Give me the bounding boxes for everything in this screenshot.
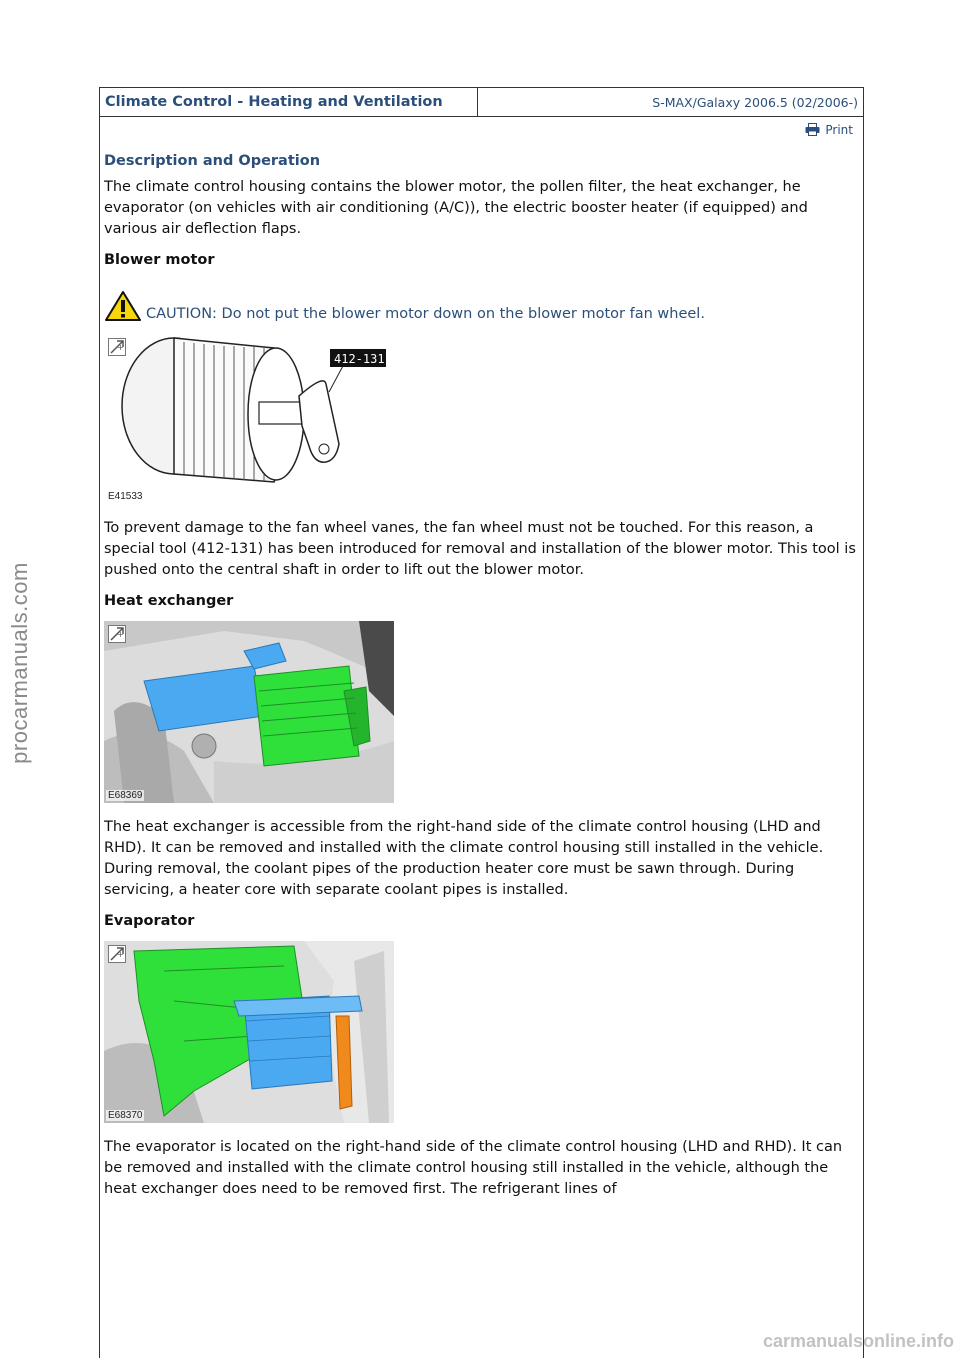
zoom-icon[interactable]	[108, 945, 126, 963]
print-label: Print	[825, 122, 853, 137]
heat-exchanger-illustration	[104, 621, 394, 803]
figure-label: E68370	[108, 1110, 143, 1121]
blower-motor-figure[interactable]	[104, 334, 394, 504]
manual-page	[99, 87, 864, 1358]
warning-icon	[104, 290, 142, 322]
svg-text:+: +	[117, 950, 124, 959]
tool-label: 412-131	[334, 352, 385, 366]
bottom-watermark: carmanualsonline.info	[762, 1331, 954, 1351]
evaporator-paragraph: The evaporator is located on the right-hand side of the climate control housing (LHD and RHD). It can be removed and installed with the climate control housing still installed in the vehicle, although the heat exchanger does need to be removed first. The refrigerant lines of	[104, 1139, 843, 1197]
blower-heading: Blower motor	[104, 252, 215, 268]
zoom-icon[interactable]	[108, 338, 126, 356]
section-title: Description and Operation	[104, 153, 321, 169]
evaporator-figure[interactable]	[104, 941, 394, 1123]
svg-text:+: +	[117, 343, 124, 352]
page-content	[100, 153, 863, 1200]
blower-paragraph: To prevent damage to the fan wheel vanes, the fan wheel must not be touched. For this reason, a special tool (412-131) has been introduced for removal and installation of the blower motor. This tool is pushed onto the central shaft in order to lift out the blower motor.	[104, 520, 856, 578]
side-watermark: procarmanuals.com	[7, 562, 32, 764]
caution-text: CAUTION: Do not put the blower motor down on the blower motor fan wheel.	[146, 306, 705, 322]
model-info: S-MAX/Galaxy 2006.5 (02/2006-)	[652, 95, 858, 110]
heat-exchanger-figure[interactable]	[104, 621, 394, 803]
evaporator-illustration	[104, 941, 394, 1123]
page-title: Climate Control - Heating and Ventilation	[100, 88, 478, 116]
figure-label: E41533	[108, 491, 143, 502]
printer-icon	[805, 123, 820, 136]
evaporator-heading: Evaporator	[104, 913, 195, 929]
print-link[interactable]	[805, 123, 853, 137]
figure-label: E68369	[108, 790, 143, 801]
intro-paragraph: The climate control housing contains the blower motor, the pollen filter, the heat exchanger, he evaporator (on vehicles with air conditioning (A/C)), the electric booster heater (if equipped) and various air deflection flaps.	[104, 179, 808, 237]
heat-exchanger-paragraph: The heat exchanger is accessible from the right-hand side of the climate control housing (LHD and RHD). It can be removed and installed with the climate control housing still installed in the vehicle. During removal, the coolant pipes of the production heater core must be sawn through. During servicing, a heater core with separate coolant pipes is installed.	[104, 819, 824, 898]
zoom-icon[interactable]	[108, 625, 126, 643]
caution-note	[104, 290, 859, 322]
blower-motor-illustration	[104, 334, 394, 504]
svg-text:+: +	[117, 630, 124, 639]
print-row	[100, 117, 863, 141]
page-header	[100, 87, 863, 117]
heat-exchanger-heading: Heat exchanger	[104, 593, 234, 609]
